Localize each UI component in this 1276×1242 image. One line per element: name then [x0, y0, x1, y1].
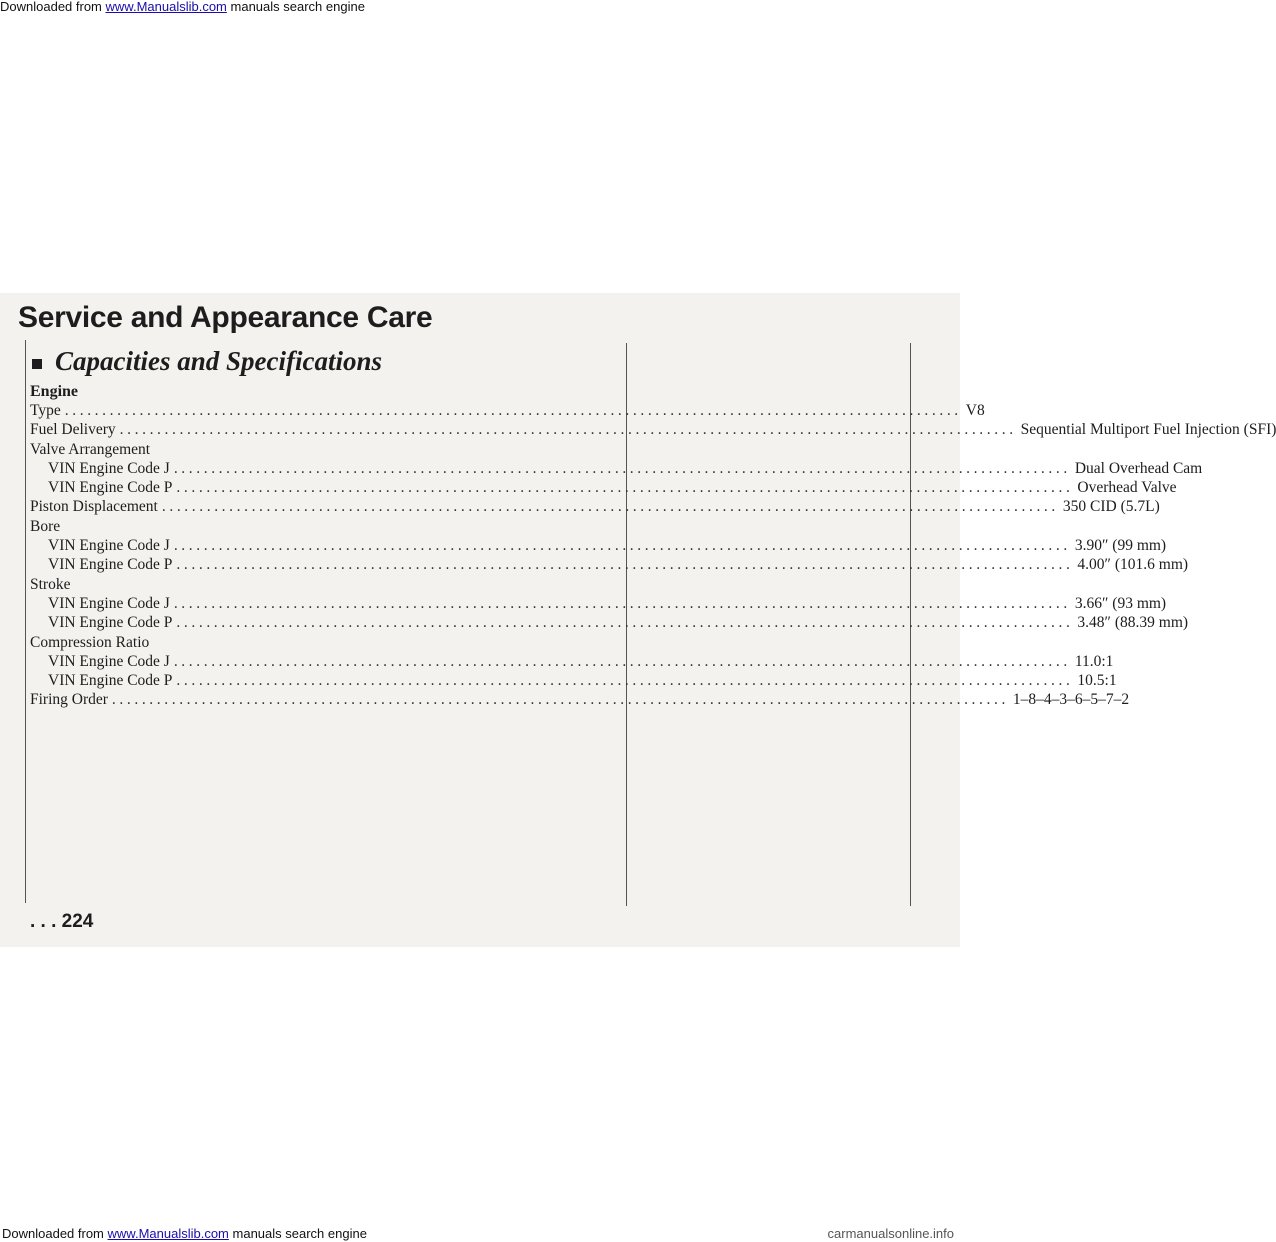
- spec-row: [30, 613, 1189, 632]
- spec-label: Valve Arrangement: [30, 440, 151, 458]
- dot-leader: ........................................................................................................................: [64, 402, 962, 419]
- spec-label: Bore: [30, 517, 61, 535]
- spec-label: Piston Displacement: [30, 498, 158, 516]
- spec-value: 3.48″ (88.39 mm): [1077, 614, 1189, 632]
- engine-group-title: Engine: [30, 383, 79, 400]
- spec-row: [30, 420, 1276, 439]
- spec-row: [30, 440, 614, 459]
- section-title: Service and Appearance Care: [18, 301, 433, 334]
- spec-label: VIN Engine Code J: [48, 594, 170, 612]
- spec-row: [30, 536, 1167, 555]
- spec-value: Dual Overhead Cam: [1074, 459, 1203, 477]
- dot-leader: ........................................................................................................................: [173, 537, 1071, 555]
- spec-value: 1–8–4–3–6–5–7–2: [1012, 691, 1130, 709]
- footer-prefix: Downloaded from: [2, 1226, 104, 1241]
- dot-leader: ........................................................................................................................: [111, 691, 1009, 709]
- spec-row: [30, 497, 1160, 516]
- manualslib-link[interactable]: www.Manualslib.com: [105, 0, 227, 14]
- spec-row: [30, 459, 1203, 478]
- subheading: Capacities and Specifications: [55, 346, 382, 376]
- spec-label: VIN Engine Code J: [48, 652, 170, 670]
- header-prefix: Downloaded from: [0, 0, 102, 14]
- spec-row: [30, 555, 1189, 574]
- dot-leader: ........................................................................................................................: [161, 498, 1059, 516]
- footer-manualslib-link[interactable]: www.Manualslib.com: [107, 1226, 229, 1241]
- spec-row: [30, 633, 614, 652]
- dot-leader: ........................................................................................................................: [173, 459, 1071, 477]
- dot-leader: ........................................................................................................................: [176, 479, 1074, 497]
- spec-value: 11.0:1: [1074, 652, 1114, 670]
- spec-label: Compression Ratio: [30, 633, 150, 651]
- dot-leader: ........................................................................................................................: [176, 672, 1074, 690]
- spec-value: Sequential Multiport Fuel Injection (SFI): [1020, 421, 1276, 439]
- dot-leader: ........................................................................................................................: [176, 556, 1074, 574]
- spec-row: [30, 478, 1177, 497]
- spec-row: [30, 671, 1117, 690]
- spec-label: VIN Engine Code P: [48, 614, 173, 632]
- spec-row: [30, 594, 1167, 613]
- spec-label: Type: [30, 402, 61, 419]
- spec-row: [30, 517, 614, 536]
- spec-label: Firing Order: [30, 691, 108, 709]
- spec-list: [30, 401, 1276, 710]
- spec-row: [30, 652, 1114, 671]
- page-number: . . . 224: [30, 911, 94, 932]
- spec-row: [30, 401, 985, 420]
- spec-label: Stroke: [30, 575, 71, 593]
- spec-row: [30, 690, 1130, 709]
- header-suffix: manuals search engine: [230, 0, 365, 14]
- dot-leader: ........................................................................................................................: [173, 652, 1071, 670]
- spec-label: VIN Engine Code P: [48, 556, 173, 574]
- dot-leader: ........................................................................................................................: [173, 594, 1071, 612]
- spec-label: VIN Engine Code J: [48, 459, 170, 477]
- dot-leader: ........................................................................................................................: [176, 614, 1074, 632]
- footer-suffix: manuals search engine: [232, 1226, 367, 1241]
- bullet-square-icon: [32, 359, 42, 369]
- spec-label: VIN Engine Code J: [48, 537, 170, 555]
- spec-row: [30, 575, 614, 594]
- dot-leader: ........................................................................................................................: [119, 421, 1017, 439]
- spec-value: Overhead Valve: [1077, 479, 1177, 497]
- spec-value: 3.66″ (93 mm): [1074, 594, 1167, 612]
- spec-value: 3.90″ (99 mm): [1074, 537, 1167, 555]
- spec-value: V8: [965, 402, 985, 419]
- left-column-rule: [25, 340, 26, 903]
- spec-value: 350 CID (5.7L): [1062, 498, 1160, 516]
- footer-watermark: carmanualsonline.info: [827, 1226, 954, 1241]
- spec-label: VIN Engine Code P: [48, 672, 173, 690]
- spec-label: VIN Engine Code P: [48, 479, 173, 497]
- header-banner: [0, 0, 960, 14]
- spec-label: Fuel Delivery: [30, 421, 116, 439]
- spec-value: 10.5:1: [1077, 672, 1117, 690]
- footer-banner: [0, 1226, 960, 1242]
- spec-value: 4.00″ (101.6 mm): [1077, 556, 1189, 574]
